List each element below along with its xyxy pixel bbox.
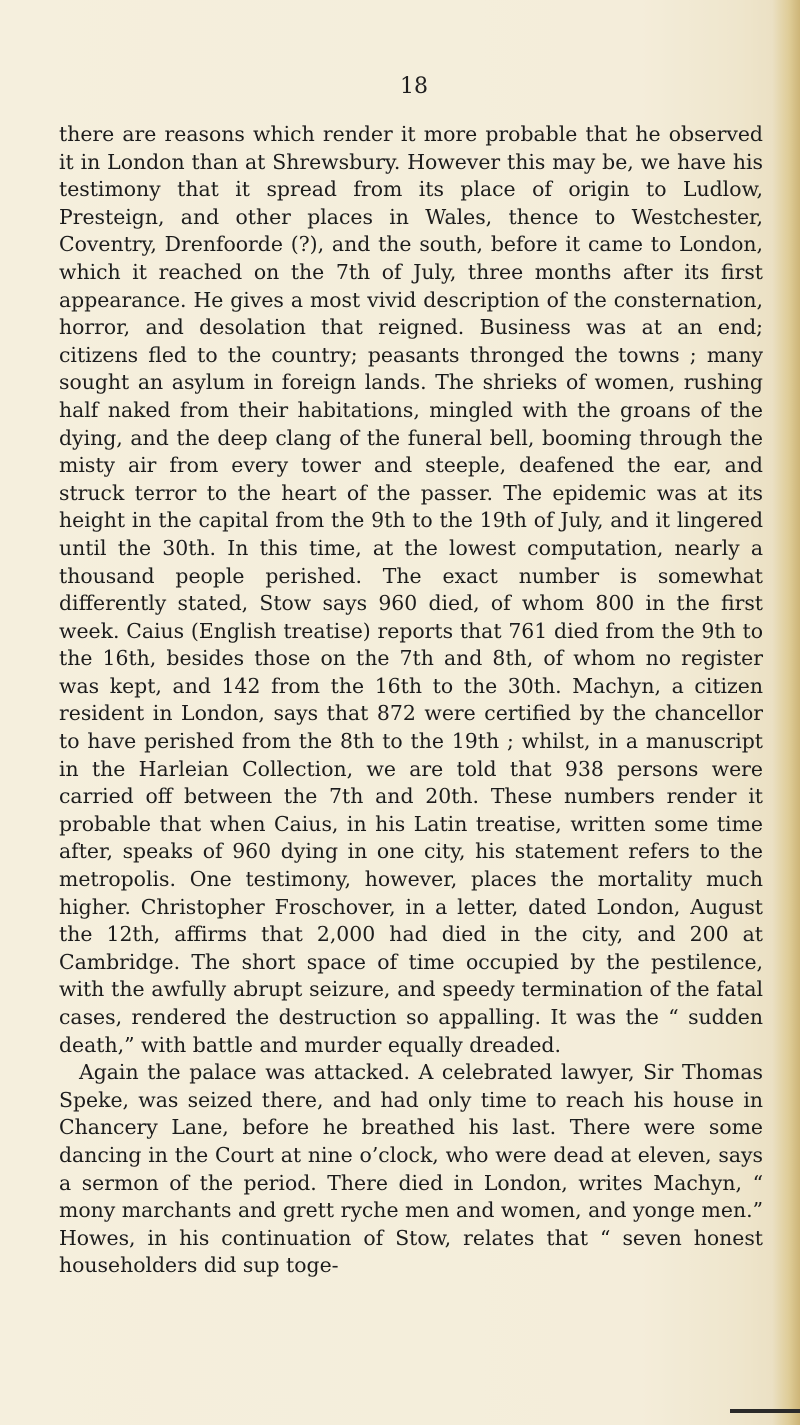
page-edge-shadow [772,0,800,1425]
body-text [59,121,763,1280]
page-number: 18 [400,74,428,99]
paragraph-2: Again the palace was attacked. A celebrated lawyer, Sir Thomas Speke, was seized there, and had only time to reach his house in Chancery Lane, before he breathed his last. There were some dancing in the Court at nine o’clock, who were dead at eleven, says a sermon of the period. There died in London, writes Machyn, “ mony marchants and grett ryche men and women, and yonge men.” Howes, in his continuation of Stow, relates that “ seven honest householders did sup toge- [59,1060,763,1278]
paragraph-1: there are reasons which render it more probable that he observed it in London than at Shrewsbury. However this may be, we have his testimony that it spread from its place of origin to Ludlow, Presteign, and other places in Wales, thence to Westchester, Coventry, Drenfoorde (?), and the south, before it came to London, which it reached on the 7th of July, three months after its first appearance. He gives a most vivid description of the consternation, horror, and desolation that reigned. Business was at an end; citizens fled to the country; peasants thronged the towns ; many sought an asylum in foreign lands. The shrieks of women, rushing half naked from their habitations, mingled with the groans of the dying, and the deep clang of the funeral bell, booming through the misty air from every tower and steeple, deafened the ear, and struck terror to the heart of the passer. The epidemic was at its height in the capital from the 9th to the 19th of July, and it lingered until the 30th. In this time, at the lowest computation, nearly a thousand people perished. The exact number is somewhat differently stated, Stow says 960 died, of whom 800 in the first week. Caius (English treatise) reports that 761 died from the 9th to the 16th, besides those on the 7th and 8th, of whom no register was kept, and 142 from the 16th to the 30th. Machyn, a citizen resident in London, says that 872 were certified by the chancellor to have perished from the 8th to the 19th ; whilst, in a manuscript in the Harleian Collection, we are told that 938 persons were carried off between the 7th and 20th. These numbers render it probable that when Caius, in his Latin treatise, written some time after, speaks of 960 dying in one city, his statement refers to the metropolis. One testimony, however, places the mortality much higher. Christopher Froschover, in a letter, dated London, August the 12th, affirms that 2,000 had died in the city, and 200 at Cambridge. The short space of time occupied by the pestilence, with the awfully abrupt seizure, and speedy termination of the fatal cases, rendered the destruction so appalling. It was the “ sudden death,” with battle and murder equally dreaded. [59,122,763,1057]
page-edge-mark [730,1409,800,1413]
